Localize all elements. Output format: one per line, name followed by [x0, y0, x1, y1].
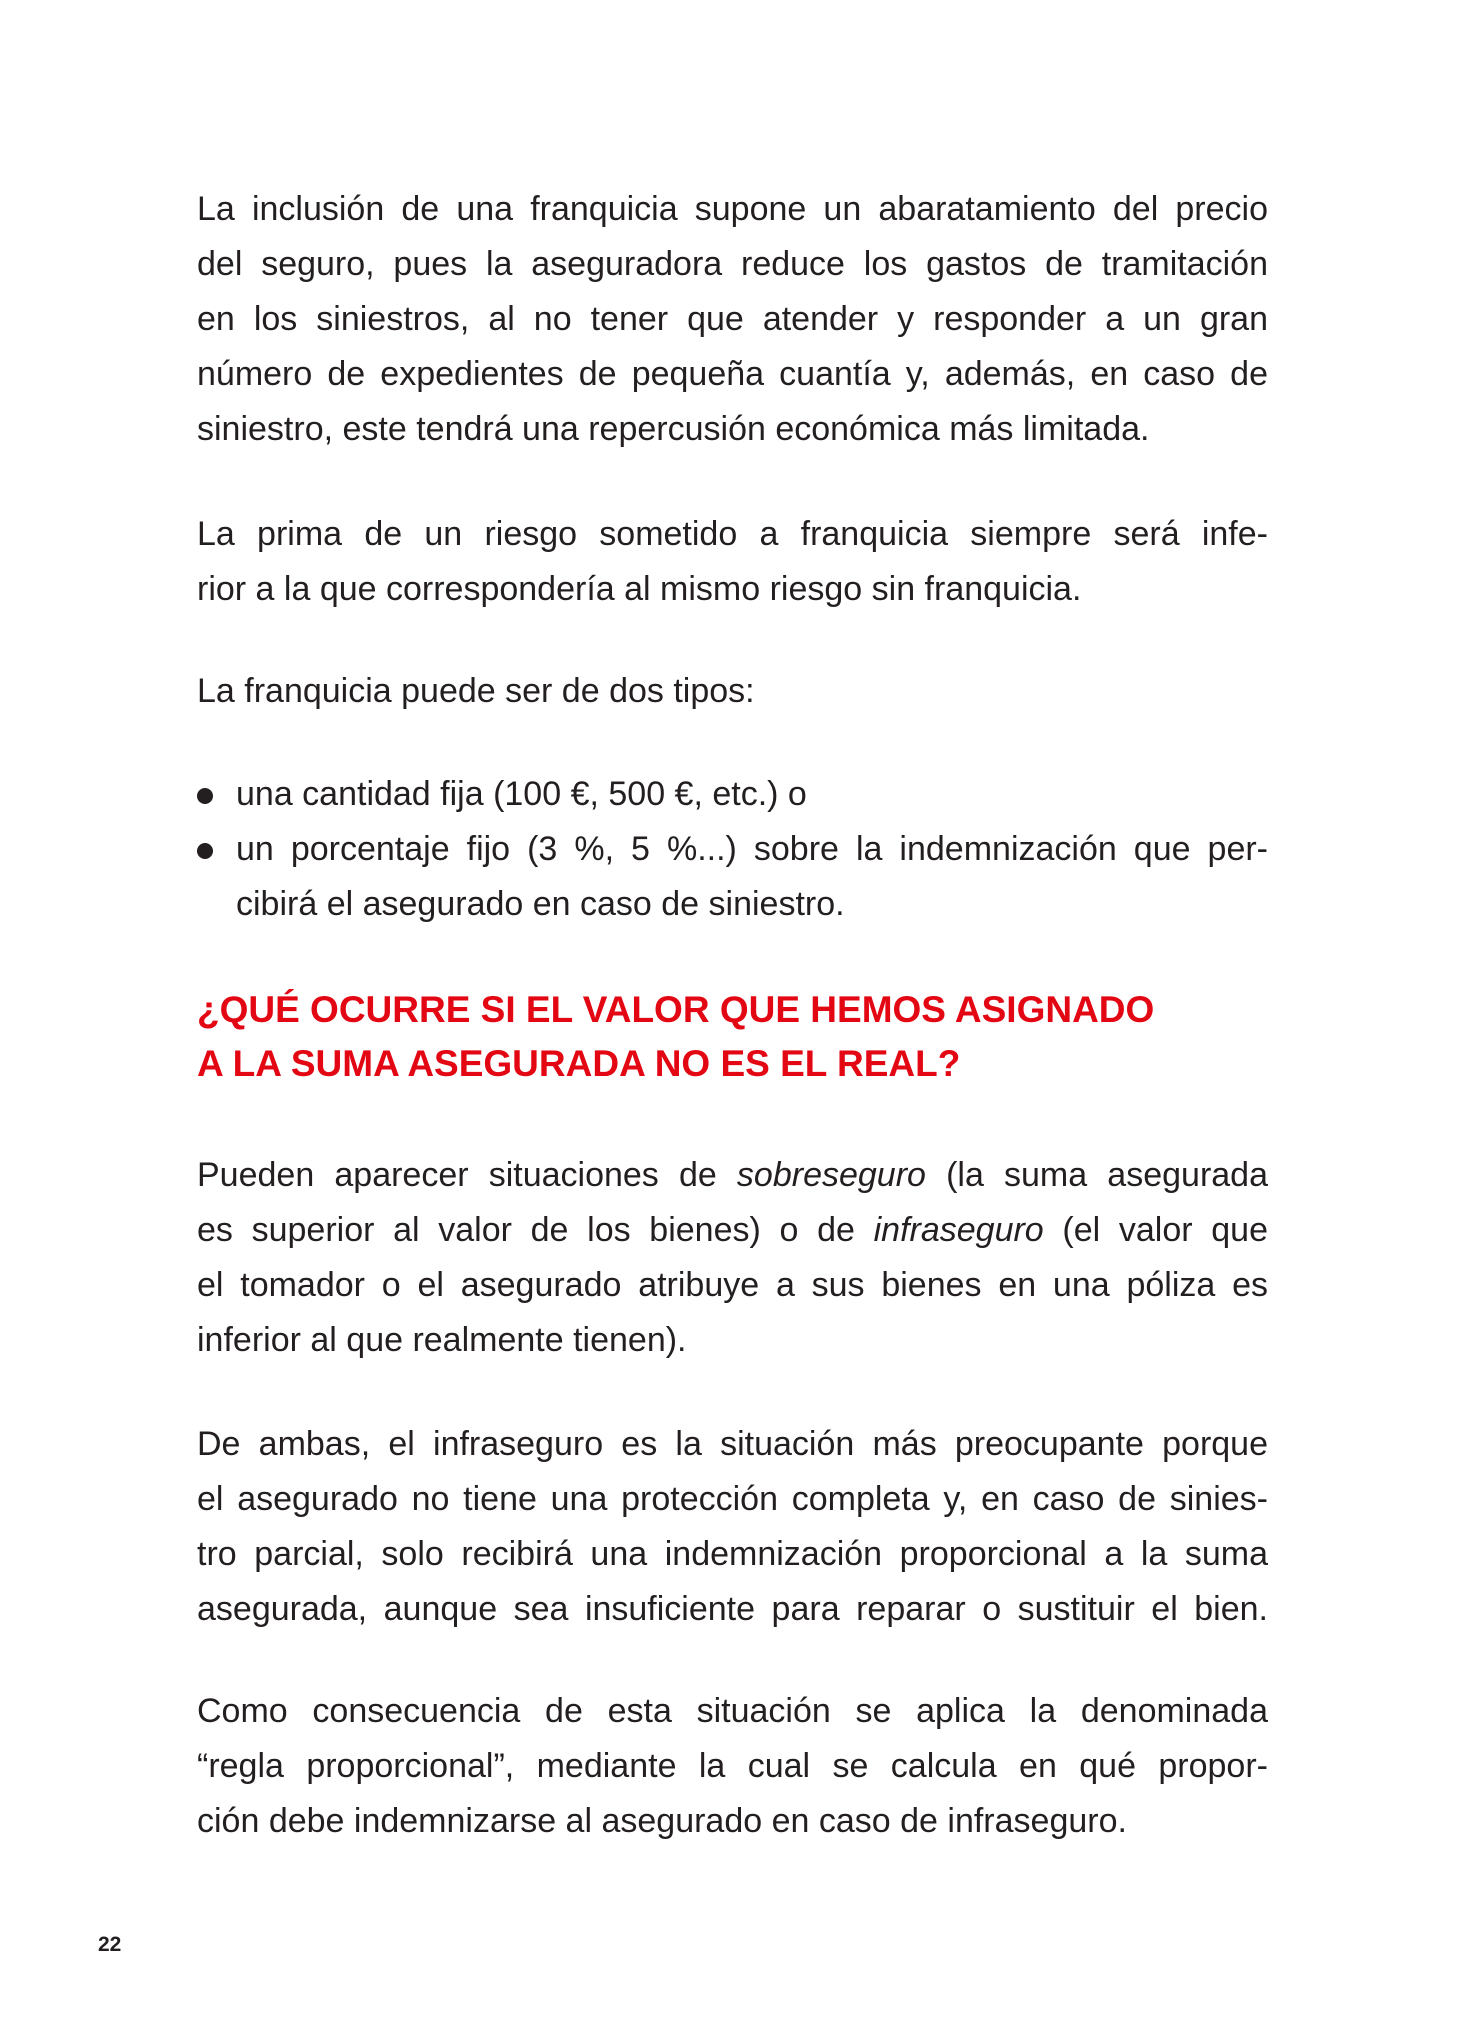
heading-line: A LA SUMA ASEGURADA NO ES EL REAL?: [197, 1043, 961, 1084]
paragraph: [197, 1684, 1268, 1849]
section-heading: [197, 983, 1268, 1091]
text-line: una cantidad fija (100 €, 500 €, etc.) o: [236, 775, 807, 813]
list-item: [197, 822, 1268, 932]
text-line: el tomador o el asegurado atribuye a sus bienes en una póliza es: [197, 1266, 1268, 1304]
text-line: Como consecuencia de esta situación se aplica la denominada: [197, 1692, 1268, 1730]
list-item: [197, 767, 1268, 822]
bullet-icon: [197, 788, 213, 804]
text-line: siniestro, este tendrá una repercusión económica más limitada.: [197, 410, 1150, 448]
emphasis-text: infraseguro: [873, 1211, 1044, 1249]
text-line: número de expedientes de pequeña cuantía y, además, en caso de: [197, 355, 1268, 393]
paragraph: [197, 1148, 1268, 1368]
text-line: La inclusión de una franquicia supone un abaratamiento del precio: [197, 190, 1268, 228]
text-line: [197, 1148, 1268, 1203]
text-line: cibirá el asegurado en caso de siniestro.: [236, 885, 845, 923]
emphasis-text: sobreseguro: [736, 1156, 926, 1194]
text-line: rior a la que correspondería al mismo riesgo sin franquicia.: [197, 570, 1082, 608]
bullet-icon: [197, 843, 213, 859]
text-line: De ambas, el infraseguro es la situación más preocupante porque: [197, 1425, 1268, 1463]
text-line: La prima de un riesgo sometido a franquicia siempre será infe-: [197, 515, 1268, 553]
text-segment: Pueden aparecer situaciones de: [197, 1156, 737, 1194]
paragraph: [197, 1417, 1268, 1637]
text-line: tro parcial, solo recibirá una indemnización proporcional a la suma: [197, 1535, 1268, 1573]
heading-line: ¿QUÉ OCURRE SI EL VALOR QUE HEMOS ASIGNADO: [197, 989, 1155, 1030]
paragraph: [197, 664, 1268, 719]
text-line: un porcentaje fijo (3 %, 5 %...) sobre la indemnización que per-: [236, 830, 1268, 868]
text-line: ción debe indemnizarse al asegurado en caso de infraseguro.: [197, 1802, 1127, 1840]
text-line: “regla proporcional”, mediante la cual se calcula en qué propor-: [197, 1747, 1268, 1785]
text-segment: (la suma asegurada: [925, 1156, 1268, 1194]
text-segment: es superior al valor de los bienes) o de: [197, 1211, 874, 1249]
text-line: [197, 1203, 1268, 1258]
text-line: inferior al que realmente tienen).: [197, 1321, 687, 1359]
text-line: en los siniestros, al no tener que atender y responder a un gran: [197, 300, 1268, 338]
paragraph: [197, 507, 1268, 617]
page-number: 22: [98, 1933, 122, 1956]
text-line: el asegurado no tiene una protección completa y, en caso de sinies-: [197, 1480, 1268, 1518]
text-line: asegurada, aunque sea insuficiente para reparar o sustituir el bien.: [197, 1590, 1268, 1628]
paragraph: [197, 182, 1268, 457]
bullet-list: [197, 767, 1268, 932]
text-line: del seguro, pues la aseguradora reduce los gastos de tramitación: [197, 245, 1268, 283]
text-segment: (el valor que: [1043, 1211, 1268, 1249]
text-line: La franquicia puede ser de dos tipos:: [197, 672, 755, 710]
